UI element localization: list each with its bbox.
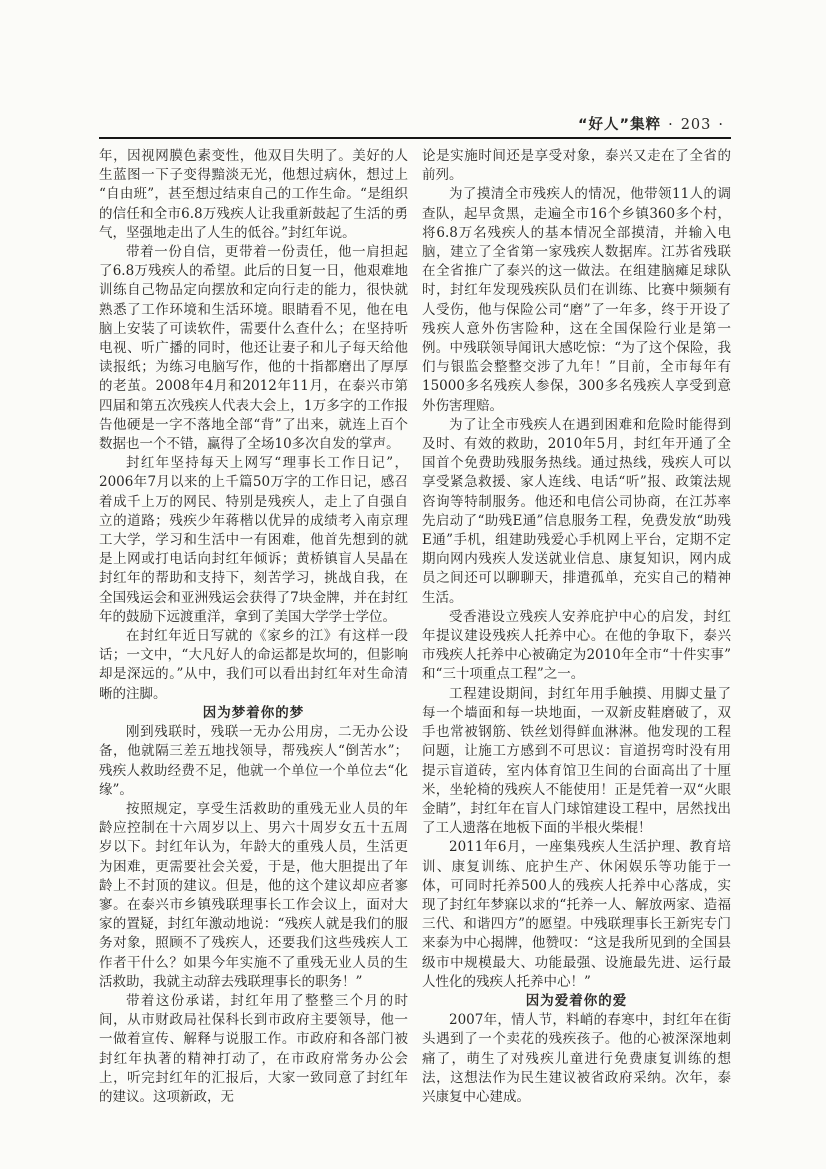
section-heading: 因为爱着你的爱: [525, 992, 628, 1009]
header-title: “好人”集粹: [578, 117, 662, 133]
header-dot-right: ·: [718, 117, 724, 133]
header-rule: [99, 137, 731, 139]
running-header: [99, 113, 731, 134]
header-dot-left: ·: [668, 117, 674, 133]
paragraph-continuation: 年，因视网膜色素变性，他双目失明了。美好的人生蓝图一下子变得黯淡无光，他想过病休，想过上“自由班”，甚至想过结束自己的工作生命。“是组织的信任和全市6.8万残疾人让我重新鼓起了生活的勇气，坚强地走出了人生的低谷。”封红年说。: [99, 148, 408, 241]
paragraph-continuation: 论是实施时间还是享受对象，泰兴又走在了全省的前列。: [422, 148, 731, 184]
paragraph: 封红年坚持每天上网写“理事长工作日记”，2006年7月以来的上千篇50万字的工作日记，感召着成千上万的网民、特别是残疾人，走上了自强自立的道路；残疾少年蒋楷以优异的成绩考入南京理工大学，学习和生活中一有困难，他首先想到的就是上网或打电话向封红年倾诉；黄桥镇盲人吴晶在封红年的帮助和支持下，刻苦学习，挑战自我，在全国残运会和亚洲残运会获得了7块金牌，并在封红年的鼓励下远渡重洋，拿到了美国大学学士学位。: [99, 455, 408, 625]
paragraph: 按照规定，享受生活救助的重残无业人员的年龄应控制在十六周岁以上、男六十周岁女五十五周岁以下。封红年认为，年龄大的重残人员，生活更为困难，更需要社会关爱，于是，他大胆提出了年龄上不封顶的建议。但是，他的这个建议却应者寥寥。在泰兴市乡镇残联理事长工作会议上，面对大家的置疑，封红年激动地说：“残疾人就是我们的服务对象，照顾不了残疾人，还要我们这些残疾人工作者干什么？如果今年实施不了重残无业人员的生活救助，我就主动辞去残联理事长的职务！”: [99, 800, 408, 990]
page-number: 203: [680, 117, 712, 133]
paragraph: 工程建设期间，封红年用手触摸、用脚丈量了每一个墙面和每一块地面，一双新皮鞋磨破了，双手也常被钢筋、铁丝划得鲜血淋淋。他发现的工程问题，让施工方感到不可思议：盲道拐弯时没有用提示盲道砖，室内体育馆卫生间的台面高出了十厘米，坐轮椅的残疾人不能使用！正是凭着一双“火眼金睛”，封红年在盲人门球馆建设工程中，居然找出了工人遗落在地板下面的半根火柴棍！: [422, 685, 731, 837]
paragraph: 2007年，情人节，料峭的春寒中，封红年在街头遇到了一个卖花的残疾孩子。他的心被深深地刺痛了，萌生了对残疾儿童进行免费康复训练的想法，这想法作为民生建议被省政府采纳。次年，泰兴康复中心建成。: [422, 1012, 731, 1105]
page-body: [99, 147, 731, 1107]
left-column: [99, 147, 408, 1107]
paragraph: 为了摸清全市残疾人的情况，他带领11人的调查队，起早贪黑，走遍全市16个乡镇360多个村，将6.8万名残疾人的基本情况全部摸清，并输入电脑，建立了全省第一家残疾人数据库。江苏省残联在全省推广了泰兴的这一做法。在组建脑瘫足球队时，封红年发现残疾队员们在训练、比赛中频频有人受伤，他与保险公司“磨”了一年多，终于开设了残疾人意外伤害险种，这在全国保险行业是第一例。中残联领导闻讯大感吃惊：“为了这个保险，我们与银监会整整交涉了九年！”目前，全市每年有15000多名残疾人参保，300多名残疾人享受到意外伤害理赔。: [422, 186, 731, 414]
paragraph: 带着一份自信，更带着一份责任，他一肩担起了6.8万残疾人的希望。此后的日复一日，他艰难地训练自己物品定向摆放和定向行走的能力，很快就熟悉了工作环境和生活环境。眼睛看不见，他在电脑上安装了可读软件，需要什么查什么；在坚持听电视、听广播的同时，他还让妻子和儿子每天给他读报纸；为练习电脑写作，他的十指都磨出了厚厚的老茧。2008年4月和2012年11月，在泰兴市第四届和第五次残疾人代表大会上，1万多字的工作报告他硬是一字不落地全部“背”了出来，就连上百个数据也一个不错，赢得了全场10多次自发的掌声。: [99, 244, 408, 453]
paragraph: 带着这份承诺，封红年用了整整三个月的时间，从市财政局社保科长到市政府主要领导，他一一做着宣传、解释与说服工作。市政府和各部门被封红年执著的精神打动了，在市政府常务办公会上，听完封红年的汇报后，大家一致同意了封红年的建议。这项新政，无: [99, 992, 408, 1105]
paragraph: 为了让全市残疾人在遇到困难和危险时能得到及时、有效的救助，2010年5月，封红年开通了全国首个免费助残服务热线。通过热线，残疾人可以享受紧急救援、家人连线、电话“听”报、政策法规咨询等特制服务。他还和电信公司协商，在江苏率先启动了“助残E通”信息服务工程，免费发放“助残E通”手机，组建助残爱心手机网上平台，定期不定期向网内残疾人发送就业信息、康复知识，网内成员之间还可以聊聊天，排遣孤单，充实自己的精神生活。: [422, 416, 731, 606]
paragraph: 在封红年近日写就的《家乡的江》有这样一段话；一文中，“大凡好人的命运都是坎坷的，但影响却是深远的。”从中，我们可以看出封红年对生命清晰的注脚。: [99, 628, 408, 702]
paragraph: 受香港设立残疾人安养庇护中心的启发，封红年提议建设残疾人托养中心。在他的争取下，泰兴市残疾人托养中心被确定为2010年全市“十件实事”和“三十项重点工程”之一。: [422, 608, 731, 683]
paragraph: 刚到残联时，残联一无办公用房，二无办公设备，他就隔三差五地找领导，帮残疾人“倒苦水”；残疾人救助经费不足，他就一个单位一个单位去“化缘”。: [99, 724, 408, 798]
right-column: [422, 147, 731, 1107]
section-heading: 因为梦着你的梦: [202, 704, 305, 721]
paragraph: 2011年6月，一座集残疾人生活护理、教育培训、康复训练、庇护生产、休闲娱乐等功能于一体，可同时托养500人的残疾人托养中心落成，实现了封红年梦寐以求的“托养一人、解放两家、造福三代、和谐四方”的愿望。中残联理事长王新宪专门来泰为中心揭牌，他赞叹：“这是我所见到的全国县级市中规模最大、功能最强、设施最先进、运行最人性化的残疾人托养中心！”: [422, 839, 731, 990]
